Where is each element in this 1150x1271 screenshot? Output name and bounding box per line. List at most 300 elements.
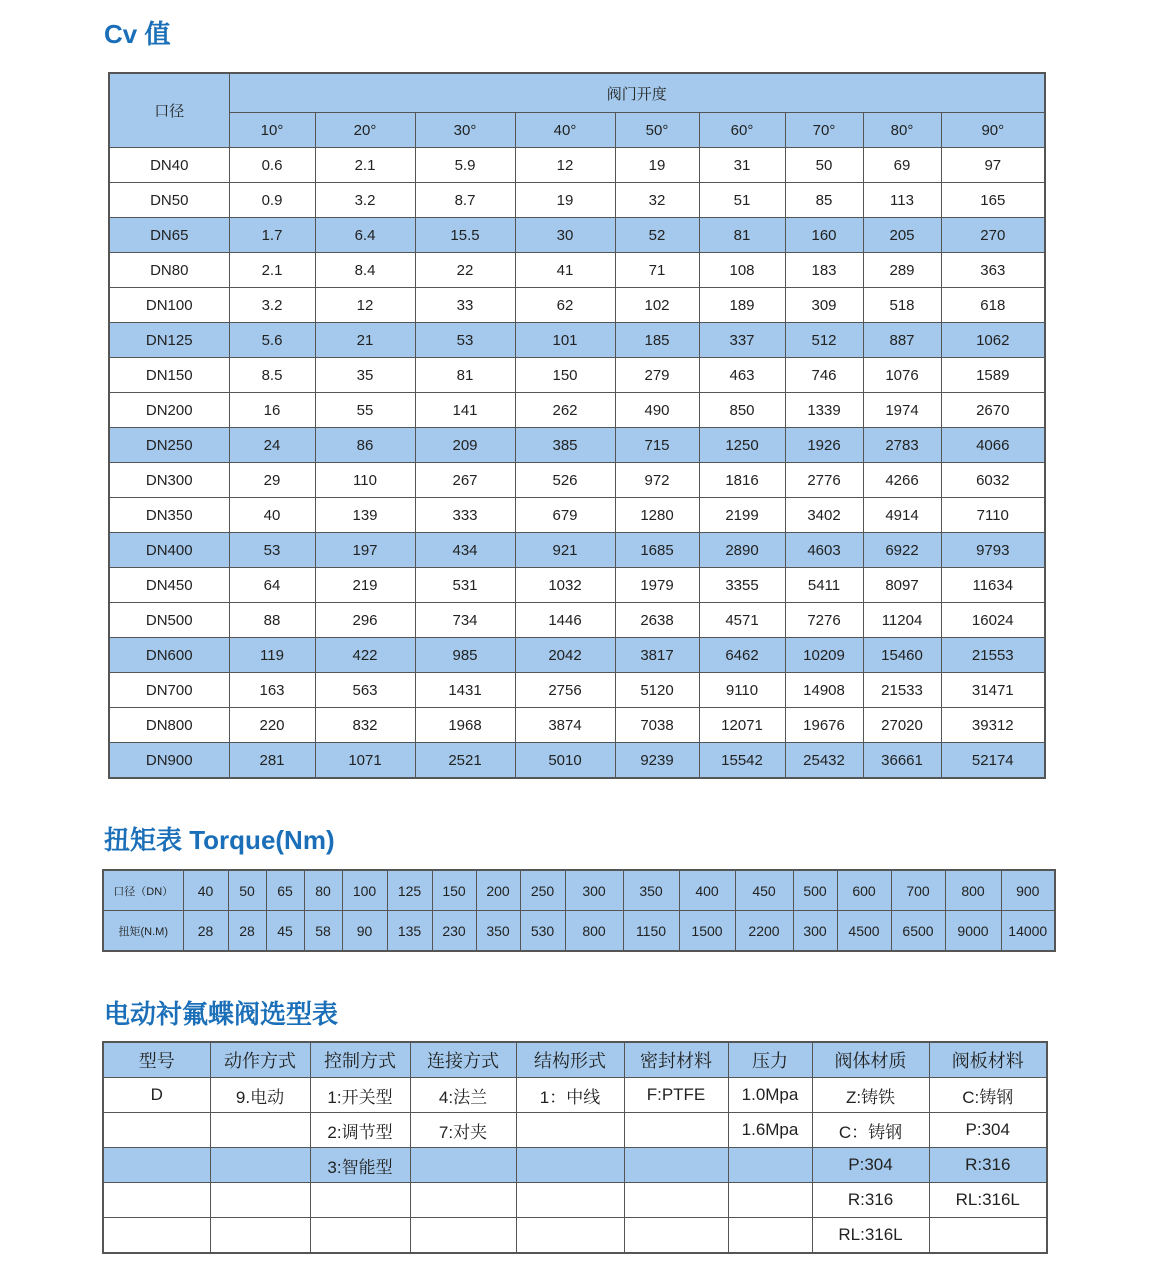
selection-cell <box>410 1183 516 1218</box>
cv-value-cell: 734 <box>415 603 515 638</box>
cv-value-cell: 8097 <box>863 568 941 603</box>
cv-value-cell: 9239 <box>615 743 699 779</box>
cv-value-cell: 3355 <box>699 568 785 603</box>
cv-angle-header: 80° <box>863 113 941 148</box>
torque-value-cell: 530 <box>520 911 565 952</box>
cv-size-cell: DN200 <box>109 393 229 428</box>
selection-section-title: 电动衬氟蝶阀选型表 <box>104 999 339 1029</box>
cv-value-cell: 1685 <box>615 533 699 568</box>
cv-angle-header: 30° <box>415 113 515 148</box>
selection-table <box>102 1041 1048 1254</box>
cv-value-cell: 5.9 <box>415 148 515 183</box>
cv-value-cell: 51 <box>699 183 785 218</box>
cv-value-cell: 3.2 <box>229 288 315 323</box>
cv-size-cell: DN50 <box>109 183 229 218</box>
torque-value-cell: 350 <box>476 911 520 952</box>
selection-cell <box>624 1148 728 1183</box>
selection-cell: RL:316L <box>812 1218 929 1254</box>
cv-value-cell: 81 <box>415 358 515 393</box>
cv-angle-header: 50° <box>615 113 699 148</box>
cv-value-cell: 7276 <box>785 603 863 638</box>
cv-size-cell: DN40 <box>109 148 229 183</box>
torque-section-title: 扭矩表 Torque(Nm) <box>104 825 335 855</box>
cv-value-cell: 1446 <box>515 603 615 638</box>
torque-value-cell: 58 <box>304 911 342 952</box>
table-row <box>109 568 1045 603</box>
cv-value-cell: 209 <box>415 428 515 463</box>
cv-value-cell: 563 <box>315 673 415 708</box>
torque-size-cell: 450 <box>735 870 793 911</box>
torque-value-cell: 90 <box>342 911 387 952</box>
cv-value-cell: 15542 <box>699 743 785 779</box>
selection-cell <box>728 1218 812 1254</box>
table-row <box>103 1113 1047 1148</box>
cv-value-cell: 972 <box>615 463 699 498</box>
cv-value-cell: 1071 <box>315 743 415 779</box>
torque-size-cell: 300 <box>565 870 623 911</box>
torque-size-cell: 900 <box>1001 870 1055 911</box>
selection-cell <box>410 1218 516 1254</box>
cv-value-cell: 205 <box>863 218 941 253</box>
cv-value-cell: 6462 <box>699 638 785 673</box>
selection-cell: C:铸钢 <box>929 1078 1047 1113</box>
cv-value-cell: 139 <box>315 498 415 533</box>
torque-table <box>102 869 1056 952</box>
cv-value-cell: 1.7 <box>229 218 315 253</box>
cv-value-cell: 183 <box>785 253 863 288</box>
cv-value-cell: 16 <box>229 393 315 428</box>
cv-value-cell: 8.7 <box>415 183 515 218</box>
cv-value-cell: 119 <box>229 638 315 673</box>
cv-value-cell: 1431 <box>415 673 515 708</box>
torque-size-cell: 100 <box>342 870 387 911</box>
cv-value-cell: 22 <box>415 253 515 288</box>
selection-cell: 4:法兰 <box>410 1078 516 1113</box>
table-row <box>109 708 1045 743</box>
cv-angle-header: 90° <box>941 113 1045 148</box>
cv-value-cell: 19 <box>615 148 699 183</box>
table-row <box>109 603 1045 638</box>
cv-row-header: 口径 <box>109 73 229 148</box>
cv-value-cell: 422 <box>315 638 415 673</box>
torque-size-cell: 65 <box>266 870 304 911</box>
table-row <box>109 253 1045 288</box>
cv-value-cell: 267 <box>415 463 515 498</box>
cv-value-cell: 21533 <box>863 673 941 708</box>
cv-value-cell: 7110 <box>941 498 1045 533</box>
table-row <box>109 673 1045 708</box>
cv-value-cell: 2670 <box>941 393 1045 428</box>
selection-cell <box>103 1148 210 1183</box>
cv-value-cell: 141 <box>415 393 515 428</box>
cv-value-cell: 97 <box>941 148 1045 183</box>
cv-value-cell: 2.1 <box>315 148 415 183</box>
cv-value-cell: 15.5 <box>415 218 515 253</box>
selection-cell <box>516 1183 624 1218</box>
cv-value-cell: 4603 <box>785 533 863 568</box>
cv-value-cell: 29 <box>229 463 315 498</box>
cv-value-cell: 220 <box>229 708 315 743</box>
cv-value-cell: 526 <box>515 463 615 498</box>
cv-value-cell: 2042 <box>515 638 615 673</box>
cv-table <box>108 72 1046 779</box>
cv-value-cell: 832 <box>315 708 415 743</box>
cv-value-cell: 102 <box>615 288 699 323</box>
table-row <box>109 288 1045 323</box>
selection-cell <box>210 1148 310 1183</box>
selection-column-header: 连接方式 <box>410 1042 516 1078</box>
cv-angle-header: 60° <box>699 113 785 148</box>
cv-value-cell: 2638 <box>615 603 699 638</box>
cv-value-cell: 2.1 <box>229 253 315 288</box>
cv-value-cell: 4914 <box>863 498 941 533</box>
cv-angle-header: 40° <box>515 113 615 148</box>
cv-value-cell: 715 <box>615 428 699 463</box>
cv-value-cell: 71 <box>615 253 699 288</box>
cv-size-cell: DN100 <box>109 288 229 323</box>
cv-value-cell: 3402 <box>785 498 863 533</box>
cv-value-cell: 1968 <box>415 708 515 743</box>
torque-size-cell: 350 <box>623 870 679 911</box>
cv-value-cell: 15460 <box>863 638 941 673</box>
torque-size-cell: 80 <box>304 870 342 911</box>
cv-value-cell: 101 <box>515 323 615 358</box>
selection-cell <box>210 1218 310 1254</box>
cv-value-cell: 165 <box>941 183 1045 218</box>
selection-cell <box>310 1183 410 1218</box>
cv-value-cell: 8.4 <box>315 253 415 288</box>
torque-size-cell: 125 <box>387 870 432 911</box>
cv-value-cell: 160 <box>785 218 863 253</box>
selection-column-header: 压力 <box>728 1042 812 1078</box>
cv-value-cell: 35 <box>315 358 415 393</box>
selection-cell <box>929 1218 1047 1254</box>
selection-cell: C：铸钢 <box>812 1113 929 1148</box>
cv-section-title: Cv 值 <box>104 19 171 49</box>
cv-size-cell: DN80 <box>109 253 229 288</box>
torque-size-cell: 250 <box>520 870 565 911</box>
selection-cell: 2:调节型 <box>310 1113 410 1148</box>
table-row <box>109 183 1045 218</box>
torque-value-cell: 135 <box>387 911 432 952</box>
cv-value-cell: 279 <box>615 358 699 393</box>
cv-value-cell: 309 <box>785 288 863 323</box>
cv-value-cell: 2890 <box>699 533 785 568</box>
cv-value-cell: 6.4 <box>315 218 415 253</box>
table-row <box>103 1148 1047 1183</box>
table-row <box>109 638 1045 673</box>
cv-value-cell: 1032 <box>515 568 615 603</box>
cv-value-cell: 921 <box>515 533 615 568</box>
torque-value-cell: 800 <box>565 911 623 952</box>
cv-value-cell: 490 <box>615 393 699 428</box>
cv-value-cell: 19676 <box>785 708 863 743</box>
cv-value-cell: 85 <box>785 183 863 218</box>
cv-value-cell: 518 <box>863 288 941 323</box>
cv-value-cell: 9110 <box>699 673 785 708</box>
cv-value-cell: 2521 <box>415 743 515 779</box>
cv-value-cell: 25432 <box>785 743 863 779</box>
cv-value-cell: 31471 <box>941 673 1045 708</box>
cv-angle-header: 10° <box>229 113 315 148</box>
selection-cell: RL:316L <box>929 1183 1047 1218</box>
selection-cell <box>410 1148 516 1183</box>
cv-size-cell: DN65 <box>109 218 229 253</box>
cv-value-cell: 5010 <box>515 743 615 779</box>
cv-value-cell: 385 <box>515 428 615 463</box>
torque-value-cell: 14000 <box>1001 911 1055 952</box>
cv-value-cell: 3.2 <box>315 183 415 218</box>
cv-size-cell: DN800 <box>109 708 229 743</box>
selection-column-header: 结构形式 <box>516 1042 624 1078</box>
cv-value-cell: 3874 <box>515 708 615 743</box>
selection-cell: R:316 <box>929 1148 1047 1183</box>
torque-value-cell: 6500 <box>891 911 945 952</box>
cv-value-cell: 14908 <box>785 673 863 708</box>
cv-size-cell: DN900 <box>109 743 229 779</box>
cv-value-cell: 108 <box>699 253 785 288</box>
cv-value-cell: 32 <box>615 183 699 218</box>
cv-value-cell: 12071 <box>699 708 785 743</box>
cv-value-cell: 41 <box>515 253 615 288</box>
selection-cell: D <box>103 1078 210 1113</box>
cv-value-cell: 12 <box>515 148 615 183</box>
cv-size-cell: DN450 <box>109 568 229 603</box>
selection-cell: 3:智能型 <box>310 1148 410 1183</box>
cv-value-cell: 219 <box>315 568 415 603</box>
cv-value-cell: 1816 <box>699 463 785 498</box>
cv-value-cell: 81 <box>699 218 785 253</box>
cv-value-cell: 6922 <box>863 533 941 568</box>
cv-value-cell: 2756 <box>515 673 615 708</box>
torque-size-cell: 500 <box>793 870 837 911</box>
torque-size-cell: 700 <box>891 870 945 911</box>
cv-angle-header: 20° <box>315 113 415 148</box>
cv-value-cell: 52 <box>615 218 699 253</box>
selection-cell: P:304 <box>929 1113 1047 1148</box>
table-row <box>103 1078 1047 1113</box>
cv-size-cell: DN500 <box>109 603 229 638</box>
selection-column-header: 阀板材料 <box>929 1042 1047 1078</box>
selection-cell <box>103 1113 210 1148</box>
cv-size-cell: DN125 <box>109 323 229 358</box>
cv-size-cell: DN250 <box>109 428 229 463</box>
selection-cell: 1.6Mpa <box>728 1113 812 1148</box>
cv-value-cell: 333 <box>415 498 515 533</box>
cv-value-cell: 33 <box>415 288 515 323</box>
cv-value-cell: 746 <box>785 358 863 393</box>
torque-value-cell: 28 <box>228 911 266 952</box>
cv-value-cell: 363 <box>941 253 1045 288</box>
selection-cell: F:PTFE <box>624 1078 728 1113</box>
cv-value-cell: 289 <box>863 253 941 288</box>
cv-value-cell: 40 <box>229 498 315 533</box>
selection-cell <box>728 1148 812 1183</box>
cv-value-cell: 88 <box>229 603 315 638</box>
selection-cell <box>624 1183 728 1218</box>
cv-value-cell: 4266 <box>863 463 941 498</box>
selection-column-header: 阀体材质 <box>812 1042 929 1078</box>
torque-value-cell: 1500 <box>679 911 735 952</box>
selection-cell: R:316 <box>812 1183 929 1218</box>
torque-size-cell: 50 <box>228 870 266 911</box>
cv-value-cell: 189 <box>699 288 785 323</box>
cv-value-cell: 2783 <box>863 428 941 463</box>
selection-cell: P:304 <box>812 1148 929 1183</box>
selection-cell <box>210 1183 310 1218</box>
torque-value-cell: 9000 <box>945 911 1001 952</box>
cv-value-cell: 53 <box>415 323 515 358</box>
table-row <box>109 358 1045 393</box>
cv-value-cell: 6032 <box>941 463 1045 498</box>
cv-value-cell: 1280 <box>615 498 699 533</box>
selection-cell <box>624 1218 728 1254</box>
table-row <box>109 533 1045 568</box>
cv-size-cell: DN700 <box>109 673 229 708</box>
cv-value-cell: 10209 <box>785 638 863 673</box>
table-row <box>109 393 1045 428</box>
cv-size-cell: DN150 <box>109 358 229 393</box>
torque-value-cell: 4500 <box>837 911 891 952</box>
selection-cell: 1：中线 <box>516 1078 624 1113</box>
cv-value-cell: 434 <box>415 533 515 568</box>
cv-value-cell: 5.6 <box>229 323 315 358</box>
torque-size-cell: 800 <box>945 870 1001 911</box>
selection-cell <box>103 1218 210 1254</box>
selection-column-header: 动作方式 <box>210 1042 310 1078</box>
selection-cell <box>516 1148 624 1183</box>
cv-value-cell: 86 <box>315 428 415 463</box>
table-row <box>109 498 1045 533</box>
selection-cell <box>624 1113 728 1148</box>
torque-size-cell: 400 <box>679 870 735 911</box>
cv-value-cell: 113 <box>863 183 941 218</box>
torque-value-cell: 2200 <box>735 911 793 952</box>
cv-value-cell: 679 <box>515 498 615 533</box>
cv-value-cell: 1062 <box>941 323 1045 358</box>
cv-value-cell: 4571 <box>699 603 785 638</box>
torque-value-cell: 300 <box>793 911 837 952</box>
selection-cell: Z:铸铁 <box>812 1078 929 1113</box>
cv-value-cell: 185 <box>615 323 699 358</box>
cv-value-cell: 296 <box>315 603 415 638</box>
cv-value-cell: 3817 <box>615 638 699 673</box>
cv-value-cell: 0.9 <box>229 183 315 218</box>
selection-cell <box>728 1183 812 1218</box>
table-row <box>109 463 1045 498</box>
cv-value-cell: 69 <box>863 148 941 183</box>
cv-value-cell: 1926 <box>785 428 863 463</box>
cv-value-cell: 281 <box>229 743 315 779</box>
cv-value-cell: 1339 <box>785 393 863 428</box>
cv-value-cell: 270 <box>941 218 1045 253</box>
cv-size-cell: DN400 <box>109 533 229 568</box>
cv-value-cell: 8.5 <box>229 358 315 393</box>
cv-value-cell: 31 <box>699 148 785 183</box>
cv-value-cell: 4066 <box>941 428 1045 463</box>
cv-size-cell: DN300 <box>109 463 229 498</box>
selection-cell: 1.0Mpa <box>728 1078 812 1113</box>
cv-value-cell: 5120 <box>615 673 699 708</box>
selection-column-header: 密封材料 <box>624 1042 728 1078</box>
torque-value-cell: 45 <box>266 911 304 952</box>
cv-value-cell: 12 <box>315 288 415 323</box>
cv-value-cell: 21553 <box>941 638 1045 673</box>
cv-size-cell: DN600 <box>109 638 229 673</box>
cv-value-cell: 2199 <box>699 498 785 533</box>
table-row <box>109 743 1045 779</box>
selection-cell <box>310 1218 410 1254</box>
cv-value-cell: 21 <box>315 323 415 358</box>
cv-value-cell: 19 <box>515 183 615 218</box>
cv-value-cell: 163 <box>229 673 315 708</box>
cv-value-cell: 11634 <box>941 568 1045 603</box>
cv-value-cell: 27020 <box>863 708 941 743</box>
cv-angle-header: 70° <box>785 113 863 148</box>
table-row <box>103 1218 1047 1254</box>
selection-cell <box>103 1183 210 1218</box>
torque-size-cell: 40 <box>183 870 228 911</box>
selection-cell: 1:开关型 <box>310 1078 410 1113</box>
cv-value-cell: 24 <box>229 428 315 463</box>
cv-value-cell: 150 <box>515 358 615 393</box>
cv-value-cell: 197 <box>315 533 415 568</box>
selection-cell <box>516 1218 624 1254</box>
cv-value-cell: 30 <box>515 218 615 253</box>
cv-value-cell: 62 <box>515 288 615 323</box>
cv-value-cell: 512 <box>785 323 863 358</box>
cv-value-cell: 50 <box>785 148 863 183</box>
cv-value-cell: 36661 <box>863 743 941 779</box>
cv-value-cell: 7038 <box>615 708 699 743</box>
cv-value-cell: 2776 <box>785 463 863 498</box>
cv-value-cell: 531 <box>415 568 515 603</box>
selection-column-header: 型号 <box>103 1042 210 1078</box>
cv-value-cell: 55 <box>315 393 415 428</box>
table-row <box>109 323 1045 358</box>
torque-size-cell: 200 <box>476 870 520 911</box>
cv-value-cell: 337 <box>699 323 785 358</box>
cv-value-cell: 262 <box>515 393 615 428</box>
cv-value-cell: 53 <box>229 533 315 568</box>
torque-value-cell: 230 <box>432 911 476 952</box>
cv-value-cell: 985 <box>415 638 515 673</box>
cv-value-cell: 618 <box>941 288 1045 323</box>
selection-cell: 9.电动 <box>210 1078 310 1113</box>
cv-value-cell: 850 <box>699 393 785 428</box>
cv-size-cell: DN350 <box>109 498 229 533</box>
selection-cell <box>210 1113 310 1148</box>
table-row <box>109 148 1045 183</box>
torque-value-cell: 1150 <box>623 911 679 952</box>
cv-value-cell: 39312 <box>941 708 1045 743</box>
cv-value-cell: 9793 <box>941 533 1045 568</box>
cv-value-cell: 1589 <box>941 358 1045 393</box>
table-row <box>109 218 1045 253</box>
cv-value-cell: 1250 <box>699 428 785 463</box>
cv-value-cell: 110 <box>315 463 415 498</box>
cv-value-cell: 1974 <box>863 393 941 428</box>
torque-value-cell: 28 <box>183 911 228 952</box>
selection-cell <box>516 1113 624 1148</box>
selection-column-header: 控制方式 <box>310 1042 410 1078</box>
cv-group-header: 阀门开度 <box>229 73 1045 113</box>
table-row <box>103 1183 1047 1218</box>
cv-value-cell: 5411 <box>785 568 863 603</box>
torque-value-label: 扭矩(N.M) <box>103 911 183 952</box>
torque-size-cell: 150 <box>432 870 476 911</box>
cv-value-cell: 1076 <box>863 358 941 393</box>
